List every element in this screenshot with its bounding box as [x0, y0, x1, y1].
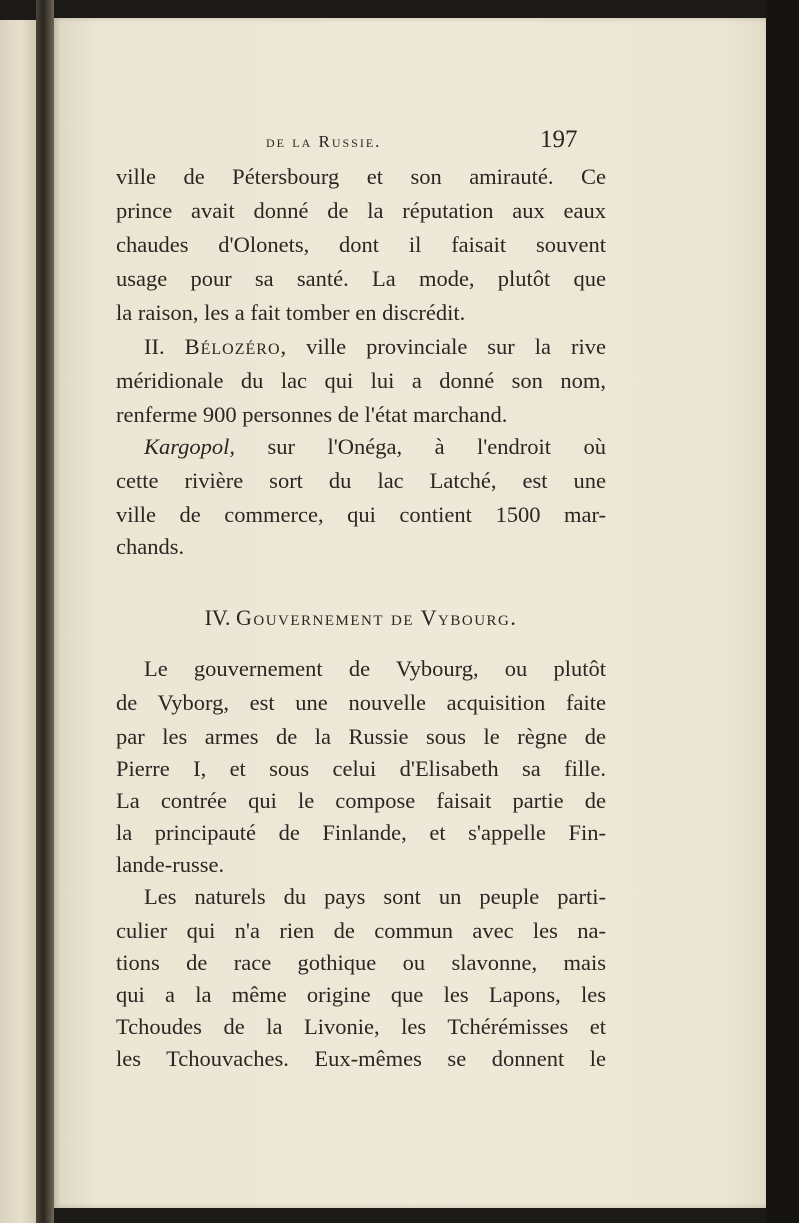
paragraph-first-line: [116, 332, 606, 362]
text-line: les Tchouvaches. Eux-mêmes se donnent le: [116, 1046, 606, 1071]
text-line: renferme 900 personnes de l'état marchand.: [116, 402, 508, 427]
scan-background-edge: [766, 0, 799, 1223]
heading-title: Gouvernement de Vybourg.: [236, 605, 518, 630]
section-heading: [116, 603, 606, 633]
text-line: La contrée qui le compose faisait partie de: [116, 788, 606, 813]
book-page: [54, 18, 766, 1208]
text-line: tions de race gothique ou slavonne, mais: [116, 950, 606, 975]
text-line: Pierre I, et sous celui d'Elisabeth sa fille.: [116, 756, 606, 781]
text-line: de Vyborg, est une nouvelle acquisition faite: [116, 690, 606, 715]
place-name: Bélozéro: [184, 334, 281, 359]
text-line: lande-russe.: [116, 852, 225, 877]
text-line: qui a la même origine que les Lapons, les: [116, 982, 606, 1007]
text-line: Tchoudes de la Livonie, les Tchérémisses et: [116, 1014, 606, 1039]
text-line: usage pour sa santé. La mode, plutôt que: [116, 266, 606, 291]
text-line: par les armes de la Russie sous le règne de: [116, 724, 606, 749]
text-line: la principauté de Finlande, et s'appelle Fin-: [116, 820, 606, 845]
text-line: culier qui n'a rien de commun avec les na-: [116, 918, 606, 943]
text-line: Les naturels du pays sont un peuple parti-: [144, 884, 606, 909]
page-number: 197: [540, 126, 578, 153]
running-head: de la Russie.: [266, 132, 382, 151]
text-line: chaudes d'Olonets, dont il faisait souvent: [116, 232, 606, 257]
text-line: Le gouvernement de Vybourg, ou plutôt: [144, 656, 606, 681]
text-line: chands.: [116, 534, 185, 559]
text-span: , ville provinciale sur la rive: [280, 334, 607, 359]
paragraph-first-line: [116, 432, 606, 462]
text-line: méridionale du lac qui lui a donné son nom,: [116, 368, 606, 393]
text-line: prince avait donné de la réputation aux eaux: [116, 198, 606, 223]
heading-numeral: IV.: [204, 605, 231, 630]
text-line: ville de commerce, qui contient 1500 mar-: [116, 502, 606, 527]
text-span: sur l'Onéga, à l'endroit où: [267, 434, 606, 459]
text-line: ville de Pétersbourg et son amirauté. Ce: [116, 164, 606, 189]
book-gutter: [36, 0, 54, 1223]
text-line: la raison, les a fait tomber en discrédit.: [116, 300, 466, 325]
section-numeral: II.: [144, 334, 165, 359]
facing-page-edge: [0, 20, 38, 1223]
text-line: cette rivière sort du lac Latché, est une: [116, 468, 606, 493]
place-name: Kargopol,: [144, 434, 236, 459]
